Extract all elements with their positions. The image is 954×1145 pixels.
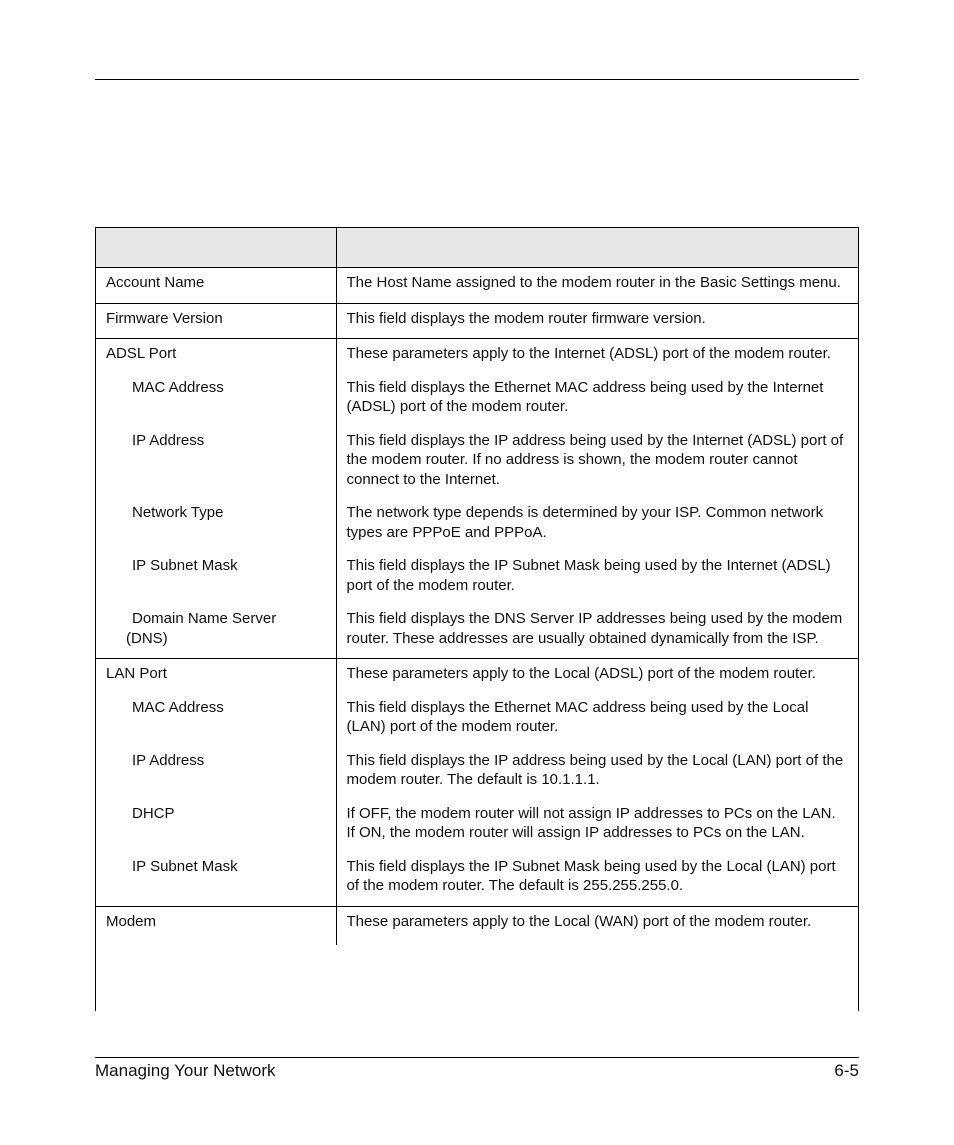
- table-row: [96, 906, 859, 945]
- table-row: [96, 804, 859, 857]
- setting-description: This field displays the Ethernet MAC address being used by the Local (LAN) port of the modem router.: [346, 698, 809, 735]
- header-rule: [95, 79, 859, 80]
- setting-description: This field displays the IP address being used by the Local (LAN) port of the modem router. The default is 10.1.1.1.: [346, 751, 844, 788]
- table-row: [96, 609, 859, 659]
- description-line: If OFF, the modem router will not assign IP addresses to PCs on the LAN.: [346, 804, 836, 822]
- setting-name: Network Type: [132, 504, 224, 521]
- setting-name: MAC Address: [132, 378, 224, 396]
- setting-name: MAC Address: [132, 698, 224, 716]
- table-row: [96, 556, 859, 609]
- setting-description: These parameters apply to the Local (WAN) port of the modem router.: [346, 912, 812, 930]
- table-row: [96, 339, 859, 378]
- table-row: [96, 751, 859, 804]
- setting-description: This field displays the IP Subnet Mask being used by the Internet (ADSL) port of the modem router.: [346, 557, 831, 594]
- footer-chapter-title: Managing Your Network: [95, 1061, 276, 1080]
- setting-description: [337, 804, 860, 857]
- setting-name: IP Address: [132, 431, 205, 449]
- table-row: [96, 431, 859, 504]
- setting-description: This field displays the Ethernet MAC address being used by the Internet (ADSL) port of the modem router.: [346, 378, 824, 415]
- description-line: If ON, the modem router will assign IP addresses to PCs on the LAN.: [346, 824, 805, 841]
- table-header-row: [96, 228, 859, 268]
- setting-name-line1: Domain Name Server: [132, 610, 277, 627]
- setting-name: DHCP: [132, 804, 175, 822]
- setting-description: This field displays the IP address being used by the Internet (ADSL) port of the modem router. If no address is shown, the modem router cannot connect to the Internet.: [346, 431, 844, 488]
- setting-name: LAN Port: [106, 665, 167, 682]
- setting-name: Firmware Version: [106, 309, 223, 327]
- table-row: [96, 378, 859, 431]
- table-row: [96, 303, 859, 339]
- setting-description: The Host Name assigned to the modem router in the Basic Settings menu.: [346, 274, 841, 291]
- setting-description: This field displays the modem router firmware version.: [346, 309, 706, 327]
- settings-table: [96, 228, 859, 945]
- footer-page-number: 6-5: [834, 1061, 859, 1080]
- setting-name: [96, 609, 336, 658]
- setting-name: Account Name: [106, 274, 205, 291]
- setting-description: The network type depends is determined by your ISP. Common network types are PPPoE and PPPoA.: [346, 504, 824, 541]
- table-row: [96, 857, 859, 907]
- table-header-setting: [96, 228, 336, 268]
- setting-description: This field displays the DNS Server IP addresses being used by the modem router. These addresses are usually obtained dynamically from the ISP.: [346, 610, 843, 647]
- setting-name: Modem: [106, 912, 157, 930]
- setting-description: These parameters apply to the Local (ADSL) port of the modem router.: [346, 665, 816, 682]
- setting-name: ADSL Port: [106, 345, 177, 362]
- setting-name: IP Subnet Mask: [132, 857, 238, 875]
- setting-name: IP Address: [132, 751, 205, 769]
- setting-description: These parameters apply to the Internet (ADSL) port of the modem router.: [346, 345, 831, 362]
- table-header-description: [336, 228, 859, 268]
- table-row: [96, 503, 859, 556]
- setting-name: IP Subnet Mask: [132, 557, 238, 574]
- footer-rule: [95, 1057, 859, 1058]
- table-row: [96, 659, 859, 698]
- setting-name-line2: (DNS): [126, 629, 168, 647]
- setting-description: This field displays the IP Subnet Mask being used by the Local (LAN) port of the modem router. The default is 255.255.255.0.: [346, 857, 836, 894]
- table-row: [96, 268, 859, 304]
- settings-table-container: [95, 227, 859, 1011]
- table-row: [96, 698, 859, 751]
